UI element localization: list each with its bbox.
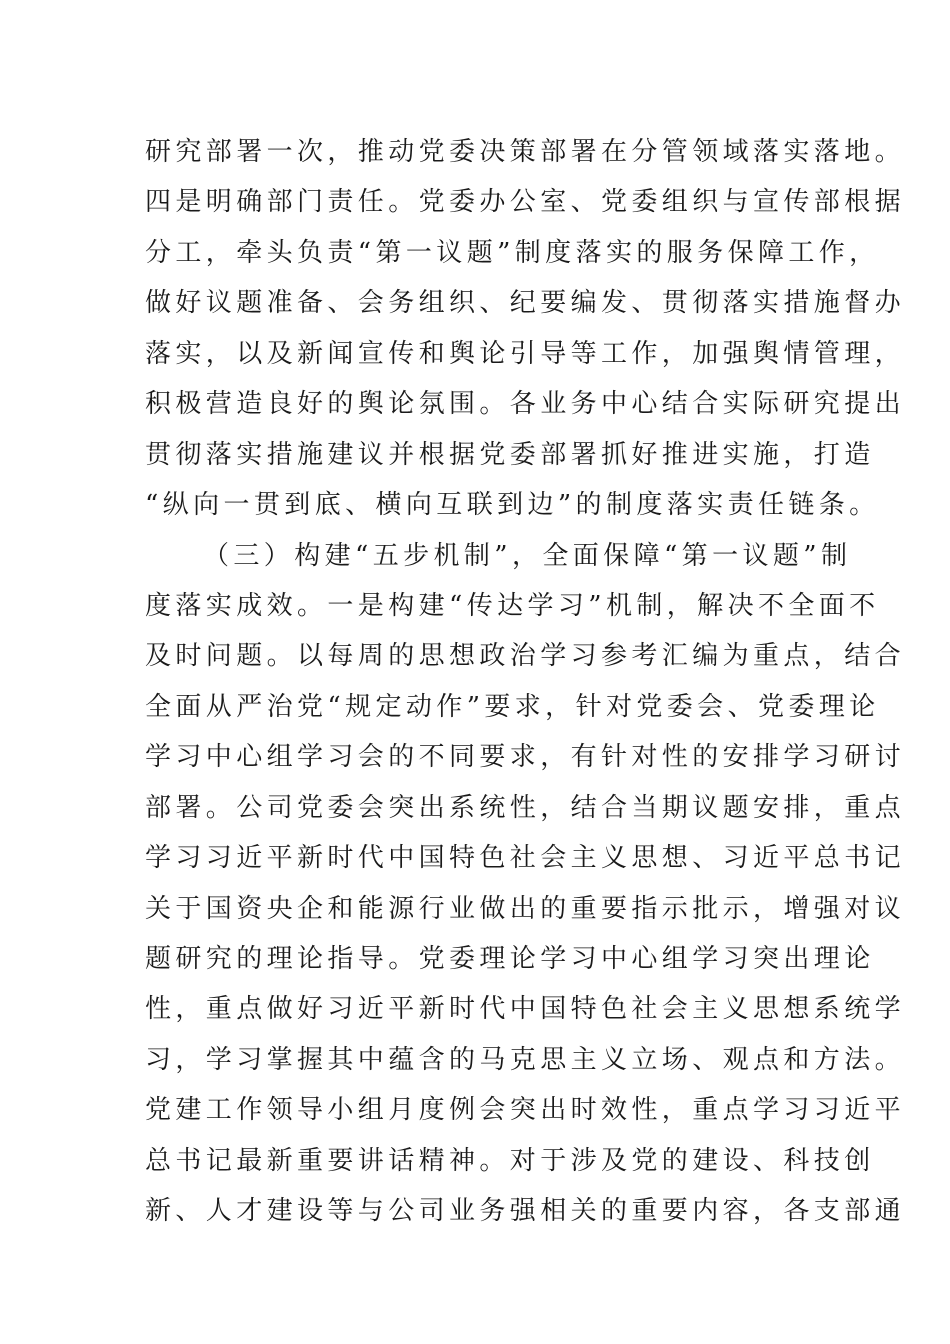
text-line: 四是明确部门责任。党委办公室、党委组织与宣传部根据 <box>145 187 906 218</box>
text-line: 性，重点做好习近平新时代中国特色社会主义思想系统学 <box>145 994 906 1025</box>
text-line: 新、人才建设等与公司业务强相关的重要内容，各支部通 <box>145 1196 906 1227</box>
text-line: 全面从严治党“规定动作”要求，针对党委会、党委理论 <box>145 691 880 722</box>
text-line: 关于国资央企和能源行业做出的重要指示批示，增强对议 <box>145 893 906 924</box>
text-line: 度落实成效。一是构建“传达学习”机制，解决不全面不 <box>145 590 880 621</box>
text-line: 总书记最新重要讲话精神。对于涉及党的建设、科技创 <box>145 1145 875 1176</box>
text-line: 学习中心组学习会的不同要求，有针对性的安排学习研讨 <box>145 742 906 773</box>
text-line: 题研究的理论指导。党委理论学习中心组学习突出理论 <box>145 944 875 974</box>
section-heading-line: （三）构建“五步机制”，全面保障“第一议题”制 <box>203 540 852 571</box>
text-line: 分工，牵头负责“第一议题”制度落实的服务保障工作， <box>145 237 880 268</box>
text-line: 学习习近平新时代中国特色社会主义思想、习近平总书记 <box>145 843 906 874</box>
text-line: 研究部署一次，推动党委决策部署在分管领域落实落地。 <box>145 137 906 167</box>
body-text <box>145 127 906 1237</box>
text-line: 做好议题准备、会务组织、纪要编发、贯彻落实措施督办 <box>145 288 906 319</box>
text-line: 落实，以及新闻宣传和舆论引导等工作，加强舆情管理， <box>145 338 906 369</box>
text-line: 积极营造良好的舆论氛围。各业务中心结合实际研究提出 <box>145 389 906 420</box>
text-line: 习，学习掌握其中蕴含的马克思主义立场、观点和方法。 <box>145 1044 906 1075</box>
text-line: 贯彻落实措施建议并根据党委部署抓好推进实施，打造 <box>145 439 875 470</box>
text-line: 及时问题。以每周的思想政治学习参考汇编为重点，结合 <box>145 641 906 672</box>
text-line: “纵向一贯到底、横向互联到边”的制度落实责任链条。 <box>145 490 880 521</box>
text-line: 党建工作领导小组月度例会突出时效性，重点学习习近平 <box>145 1095 906 1126</box>
text-line: 部署。公司党委会突出系统性，结合当期议题安排，重点 <box>145 792 906 823</box>
